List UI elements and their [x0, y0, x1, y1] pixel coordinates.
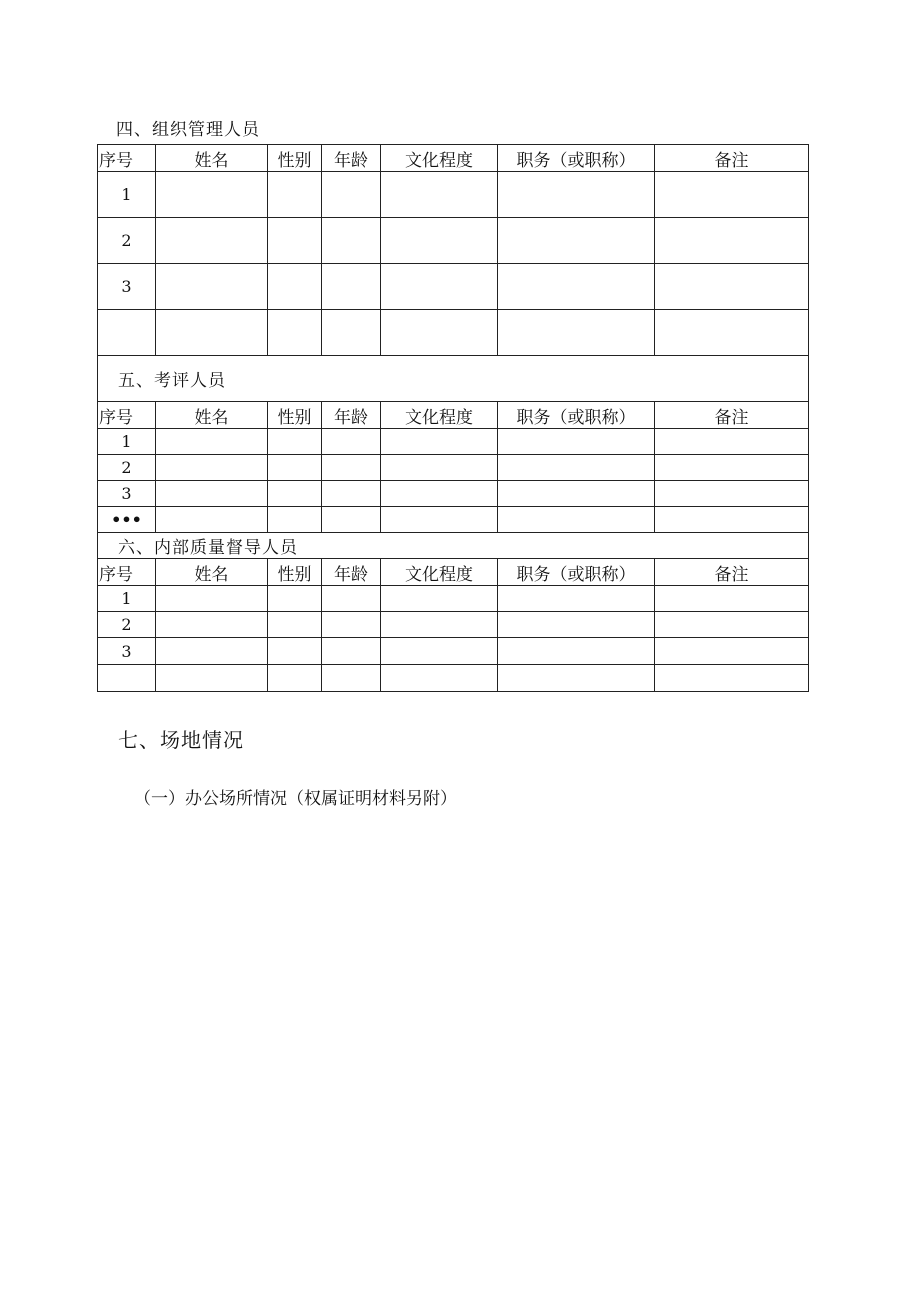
cell-remarks[interactable]	[655, 429, 809, 455]
cell-position[interactable]	[498, 264, 655, 310]
cell-position[interactable]	[498, 172, 655, 218]
cell-gender[interactable]	[268, 429, 322, 455]
cell-name[interactable]	[156, 310, 268, 356]
section-title-management-staff: 四、组织管理人员	[116, 120, 260, 140]
cell-name[interactable]	[156, 429, 268, 455]
header-remarks: 备注	[655, 402, 809, 429]
table-row	[98, 507, 809, 533]
row-seq: 2	[98, 455, 156, 481]
table-row	[98, 172, 809, 218]
header-name: 姓名	[156, 559, 268, 586]
cell-position[interactable]	[498, 481, 655, 507]
header-age: 年龄	[322, 402, 381, 429]
header-seq: 序号	[98, 145, 156, 172]
cell-education[interactable]	[381, 586, 498, 612]
cell-name[interactable]	[156, 481, 268, 507]
cell-gender[interactable]	[268, 310, 322, 356]
table-row	[98, 612, 809, 638]
section-title-venue: 七、场地情况	[118, 728, 244, 752]
header-position: 职务（或职称）	[498, 559, 655, 586]
header-name: 姓名	[156, 402, 268, 429]
cell-age[interactable]	[322, 481, 381, 507]
cell-education[interactable]	[381, 264, 498, 310]
cell-name[interactable]	[156, 218, 268, 264]
cell-education[interactable]	[381, 172, 498, 218]
cell-position[interactable]	[498, 507, 655, 533]
cell-name[interactable]	[156, 264, 268, 310]
header-position: 职务（或职称）	[498, 402, 655, 429]
table-header-row	[98, 145, 809, 172]
section-title-assessors: 五、考评人员	[98, 356, 809, 402]
cell-position[interactable]	[498, 218, 655, 264]
cell-position[interactable]	[498, 429, 655, 455]
header-gender: 性别	[268, 559, 322, 586]
cell-gender[interactable]	[268, 455, 322, 481]
row-seq: 2	[98, 612, 156, 638]
table-row	[98, 665, 809, 692]
row-seq: 2	[98, 218, 156, 264]
cell-gender[interactable]	[268, 665, 322, 692]
cell-gender[interactable]	[268, 638, 322, 665]
header-position: 职务（或职称）	[498, 145, 655, 172]
cell-remarks[interactable]	[655, 638, 809, 665]
cell-remarks[interactable]	[655, 507, 809, 533]
row-seq	[98, 665, 156, 692]
cell-remarks[interactable]	[655, 612, 809, 638]
cell-education[interactable]	[381, 638, 498, 665]
cell-name[interactable]	[156, 665, 268, 692]
cell-education[interactable]	[381, 310, 498, 356]
cell-gender[interactable]	[268, 264, 322, 310]
header-education: 文化程度	[381, 402, 498, 429]
cell-education[interactable]	[381, 481, 498, 507]
table-row	[98, 586, 809, 612]
row-seq	[98, 310, 156, 356]
row-seq: 3	[98, 481, 156, 507]
cell-remarks[interactable]	[655, 455, 809, 481]
cell-education[interactable]	[381, 612, 498, 638]
cell-name[interactable]	[156, 507, 268, 533]
cell-name[interactable]	[156, 172, 268, 218]
row-seq: 3	[98, 264, 156, 310]
header-gender: 性别	[268, 145, 322, 172]
cell-age[interactable]	[322, 612, 381, 638]
cell-education[interactable]	[381, 507, 498, 533]
cell-age[interactable]	[322, 172, 381, 218]
cell-age[interactable]	[322, 264, 381, 310]
header-education: 文化程度	[381, 559, 498, 586]
cell-position[interactable]	[498, 612, 655, 638]
table-row	[98, 218, 809, 264]
header-remarks: 备注	[655, 145, 809, 172]
cell-remarks[interactable]	[655, 481, 809, 507]
table-header-row	[98, 559, 809, 586]
table-row	[98, 455, 809, 481]
section-title-quality-supervisors: 六、内部质量督导人员	[98, 533, 809, 559]
cell-remarks[interactable]	[655, 218, 809, 264]
header-seq: 序号	[98, 559, 156, 586]
row-seq: 1	[98, 172, 156, 218]
cell-education[interactable]	[381, 429, 498, 455]
personnel-table	[97, 144, 809, 692]
cell-remarks[interactable]	[655, 264, 809, 310]
cell-remarks[interactable]	[655, 665, 809, 692]
cell-gender[interactable]	[268, 218, 322, 264]
table-header-row	[98, 402, 809, 429]
cell-age[interactable]	[322, 218, 381, 264]
section-title-row	[98, 533, 809, 559]
cell-remarks[interactable]	[655, 586, 809, 612]
row-seq-ellipsis: •••	[98, 507, 156, 533]
cell-name[interactable]	[156, 638, 268, 665]
row-seq: 1	[98, 429, 156, 455]
row-seq: 3	[98, 638, 156, 665]
header-age: 年龄	[322, 145, 381, 172]
cell-age[interactable]	[322, 310, 381, 356]
cell-age[interactable]	[322, 455, 381, 481]
cell-position[interactable]	[498, 455, 655, 481]
cell-gender[interactable]	[268, 612, 322, 638]
table-row	[98, 310, 809, 356]
section-title-row	[98, 356, 809, 402]
cell-gender[interactable]	[268, 481, 322, 507]
header-name: 姓名	[156, 145, 268, 172]
table-row	[98, 481, 809, 507]
cell-position[interactable]	[498, 586, 655, 612]
cell-gender[interactable]	[268, 586, 322, 612]
subsection-office-premises: （一）办公场所情况（权属证明材料另附）	[134, 789, 457, 809]
cell-age[interactable]	[322, 665, 381, 692]
table-row	[98, 429, 809, 455]
cell-name[interactable]	[156, 586, 268, 612]
cell-gender[interactable]	[268, 172, 322, 218]
cell-education[interactable]	[381, 665, 498, 692]
cell-education[interactable]	[381, 218, 498, 264]
cell-name[interactable]	[156, 455, 268, 481]
cell-age[interactable]	[322, 429, 381, 455]
cell-age[interactable]	[322, 638, 381, 665]
header-seq: 序号	[98, 402, 156, 429]
cell-position[interactable]	[498, 665, 655, 692]
cell-gender[interactable]	[268, 507, 322, 533]
row-seq: 1	[98, 586, 156, 612]
cell-age[interactable]	[322, 507, 381, 533]
cell-position[interactable]	[498, 310, 655, 356]
table-row	[98, 264, 809, 310]
header-gender: 性别	[268, 402, 322, 429]
cell-remarks[interactable]	[655, 310, 809, 356]
cell-name[interactable]	[156, 612, 268, 638]
cell-age[interactable]	[322, 586, 381, 612]
cell-position[interactable]	[498, 638, 655, 665]
header-education: 文化程度	[381, 145, 498, 172]
cell-remarks[interactable]	[655, 172, 809, 218]
table-row	[98, 638, 809, 665]
cell-education[interactable]	[381, 455, 498, 481]
header-remarks: 备注	[655, 559, 809, 586]
header-age: 年龄	[322, 559, 381, 586]
